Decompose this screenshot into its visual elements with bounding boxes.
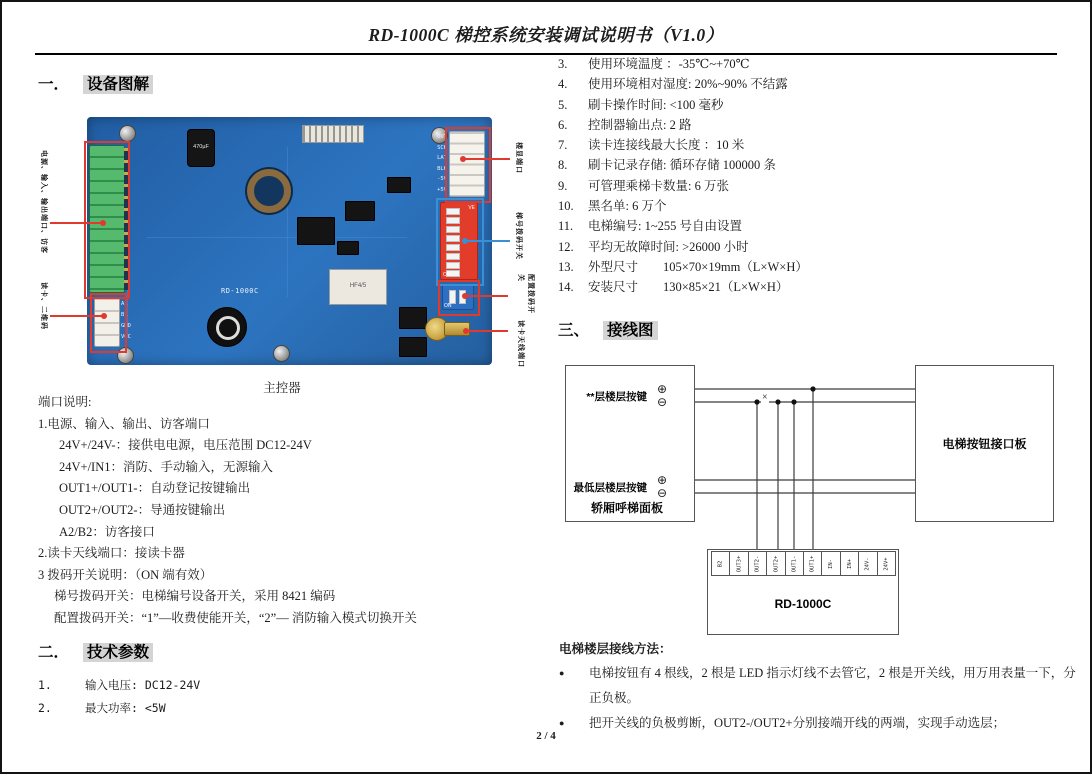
param-row: 2. 最大功率: <5W — [38, 701, 166, 715]
section2-title: 技术参数 — [83, 643, 153, 662]
terminal: IN+ — [840, 551, 859, 576]
section1-title: 设备图解 — [83, 75, 153, 94]
ic-chip — [337, 241, 359, 255]
controller-terminals — [712, 551, 896, 576]
wiring-diagram — [557, 362, 1089, 644]
spec-row: 12. 平均无故障时间: >26000 小时 — [558, 239, 749, 254]
dip-switch-2: ON — [442, 284, 474, 310]
page-title: RD-1000C 梯控系统安装调试说明书（V1.0） — [368, 25, 724, 45]
wiring-method-heading: 电梯楼层接线方法： — [559, 642, 672, 656]
dip-switch-8: VE ON — [440, 202, 478, 280]
rs485-pin-labels: A1 B1 GND VCC — [121, 301, 131, 340]
spec-row: 3. 使用环境温度 ：-35℃~+70℃ — [558, 57, 750, 71]
section3-header — [558, 318, 658, 340]
callout-box-rs485 — [90, 293, 127, 353]
port-line: 3 拨码开关说明：（ON 端有效） — [38, 567, 213, 582]
port-line: OUT1+/OUT1-：自动登记按键输出 — [59, 481, 251, 496]
ic-chip — [399, 307, 427, 329]
car-call-panel-label: 轿厢呼梯面板 — [590, 501, 663, 515]
toroid-inductor — [247, 169, 291, 213]
callout-box-dip2 — [438, 280, 480, 316]
spec-row: 9. 可管理乘梯卡数量: 6 万张 — [558, 178, 729, 193]
callout-label-power-io: 电源、输入、输出端口、访客 — [40, 150, 47, 254]
plus-terminal-icon: ⊕ — [657, 382, 668, 396]
plus-terminal-icon: ⊕ — [657, 473, 668, 487]
pcb-trace — [287, 147, 288, 297]
buzzer — [207, 307, 247, 347]
lowest-floor-button-label: 最低层楼层按键 — [573, 482, 647, 494]
pcb-trace — [147, 237, 407, 238]
relay: HF4/5 — [329, 269, 387, 305]
spec-row: 6. 控制器输出点: 2 路 — [558, 117, 692, 132]
callout-label-antenna-port: 读卡天线端口 — [517, 320, 524, 368]
callout-line-blue — [465, 240, 510, 242]
callout-label-reader: 读卡、二维码 — [40, 282, 47, 330]
cut-mark: × — [762, 392, 768, 403]
spec-row: 14. 安装尺寸 130×85×21（L×W×H） — [558, 280, 789, 295]
ic-chip — [297, 217, 335, 245]
terminal: OUT1+ — [803, 551, 822, 576]
callout-line — [463, 158, 510, 160]
spec-list — [558, 54, 1090, 298]
capacitor: 470µF — [187, 129, 215, 167]
port-line: 端口说明: — [38, 395, 92, 409]
page-number: 2 / 4 — [536, 730, 556, 742]
wiring-method-list — [559, 661, 1086, 736]
callout-label-display-port: 楼显端口 — [515, 142, 522, 174]
terminal: IN- — [821, 551, 840, 576]
tech-params — [38, 674, 498, 720]
spec-row: 10. 黑名单: 6 万个 — [558, 199, 667, 214]
pcb-board — [87, 117, 492, 365]
pcb-figure — [32, 114, 540, 376]
ic-chip — [387, 177, 411, 193]
port-line: OUT2+/OUT2-：导通按键输出 — [59, 502, 226, 517]
method-item: ● 把开关线的负极剪断，OUT2-/OUT2+分别接端开线的两端，实现手动选层； — [559, 711, 1086, 736]
terminal: OUT2+ — [766, 551, 785, 576]
elevator-button-board-box — [915, 365, 1054, 522]
port-line: 2.读卡天线端口：接读卡器 — [38, 546, 185, 561]
callout-dot — [462, 293, 468, 299]
spec-row: 8. 刷卡记录存储: 循环存储 100000 条 — [558, 158, 776, 173]
spec-row: 7. 读卡连接线最大长度 ：10 米 — [558, 138, 745, 153]
section1-number: 一． — [38, 76, 70, 93]
callout-line — [466, 330, 508, 332]
callout-box-dip8 — [436, 198, 484, 286]
port-line: 梯号拨码开关：电梯编号设备开关，采用 8421 编码 — [54, 589, 336, 604]
section1-header — [38, 72, 153, 94]
bullet-icon: ● — [559, 668, 565, 678]
figure-caption: 主控器 — [263, 381, 301, 395]
callout-box-display — [445, 127, 491, 203]
spec-row: 11. 电梯编号: 1~255 号自由设置 — [558, 219, 742, 234]
board-silkscreen: RD-1000C — [221, 287, 259, 295]
callout-label-elevator-dip: 梯号拨码开关 — [515, 212, 522, 260]
spec-row: 5. 刷卡操作时间: <100 毫秒 — [558, 97, 724, 112]
callout-dot — [460, 156, 466, 162]
port-line: 1.电源、输入、输出、访客端口 — [38, 416, 210, 431]
callout-label-config-dip: 配置拨码开关 — [517, 274, 534, 314]
ic-chip — [399, 337, 427, 357]
bullet-icon: ● — [559, 718, 565, 728]
section3-number: 三、 — [558, 322, 590, 339]
terminal: 24V- — [858, 551, 877, 576]
terminal: 24V+ — [877, 551, 896, 576]
callout-line — [465, 295, 508, 297]
display-connector-pin-labels: OUT SCK LAT BLK -5V +5V — [437, 134, 447, 193]
spec-row: 13. 外型尺寸 105×70×19mm（L×W×H） — [558, 259, 808, 274]
terminal: OUT2- — [748, 551, 767, 576]
section2-header — [38, 640, 153, 662]
callout-line — [50, 222, 104, 224]
port-line: 配置拨码开关：“1”—收费使能开关，“2”— 消防输入模式切换开关 — [54, 610, 417, 625]
minus-terminal-icon: ⊖ — [657, 395, 668, 409]
pcb-screw — [119, 125, 136, 142]
callout-line — [50, 315, 105, 317]
port-description — [38, 392, 512, 630]
port-line: 24V+/IN1：消防、手动输入，无源输入 — [59, 459, 273, 474]
callout-dot — [101, 313, 107, 319]
section2-number: 二． — [38, 644, 70, 661]
port-line: 24V+/24V-：接供电电源，电压范围 DC12-24V — [59, 438, 312, 453]
callout-box-terminal — [84, 141, 130, 299]
callout-dot — [100, 220, 106, 226]
controller-label: RD-1000C — [774, 597, 832, 611]
param-row: 1. 输入电压: DC12-24V — [38, 678, 201, 692]
pcb-screw — [273, 345, 290, 362]
method-item: ● 电梯按钮有 4 根线，2 根是 LED 指示灯线不去管它，2 根是开关线，用万用表量一下，分正负极。 — [559, 661, 1086, 711]
elevator-button-board-label: 电梯按钮接口板 — [942, 437, 1027, 451]
port-line: A2/B2：访客接口 — [59, 524, 155, 539]
section3-title: 接线图 — [603, 321, 658, 340]
pin-header — [302, 125, 364, 143]
minus-terminal-icon: ⊖ — [657, 486, 668, 500]
top-floor-button-label: **层楼层按键 — [586, 391, 647, 403]
terminal: B2 — [711, 551, 730, 576]
callout-dot — [463, 328, 469, 334]
ic-chip — [345, 201, 375, 221]
terminal: OUT3+ — [729, 551, 748, 576]
callout-dot-blue — [462, 238, 468, 244]
spec-row: 4. 使用环境相对湿度: 20%~90% 不结露 — [558, 77, 788, 92]
terminal: OUT1- — [785, 551, 804, 576]
